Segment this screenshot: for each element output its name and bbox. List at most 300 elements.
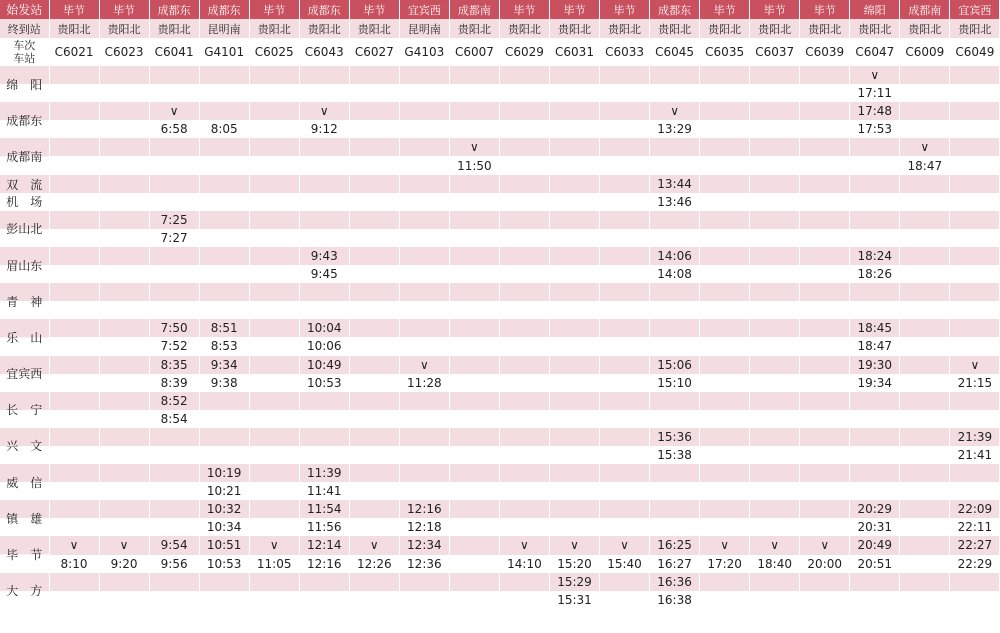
time-cell: [650, 283, 700, 301]
station-time-row: [0, 175, 1000, 193]
time-cell: [600, 84, 650, 102]
station-name-line: 毕 节: [6, 548, 43, 563]
time-cell: [49, 428, 99, 446]
time-cell: [199, 265, 249, 283]
time-cell: [349, 500, 399, 518]
time-cell: [399, 301, 449, 319]
time-cell: [850, 410, 900, 428]
time-cell: [249, 446, 299, 464]
time-cell: [249, 175, 299, 193]
time-cell: [900, 573, 950, 591]
time-cell: [99, 66, 149, 84]
time-cell: [449, 66, 499, 84]
time-cell: [349, 356, 399, 374]
station-time-row: [0, 482, 1000, 500]
time-cell: [349, 211, 399, 229]
time-cell: [99, 229, 149, 247]
time-cell: [449, 591, 499, 609]
time-cell: [800, 518, 850, 536]
time-cell: [700, 175, 750, 193]
train-number: C6049: [950, 38, 1000, 66]
time-cell: [299, 428, 349, 446]
time-cell: [149, 573, 199, 591]
time-cell: [449, 229, 499, 247]
time-cell: [349, 84, 399, 102]
corner-header: [0, 38, 49, 66]
time-cell: [449, 555, 499, 573]
time-cell: [950, 84, 1000, 102]
time-cell: [199, 428, 249, 446]
time-cell: [449, 120, 499, 138]
train-destination: 贵阳北: [800, 19, 850, 38]
time-cell: [249, 500, 299, 518]
time-cell: 9:20: [99, 555, 149, 573]
time-cell: 18:24: [850, 247, 900, 265]
time-cell: [900, 319, 950, 337]
time-cell: [99, 500, 149, 518]
time-cell: [800, 156, 850, 174]
time-cell: [449, 536, 499, 554]
time-cell: 10:19: [199, 464, 249, 482]
time-cell: [650, 410, 700, 428]
time-cell: [549, 392, 599, 410]
time-cell: [850, 156, 900, 174]
time-cell: [399, 265, 449, 283]
time-cell: [249, 428, 299, 446]
time-cell: [299, 175, 349, 193]
time-cell: 12:34: [399, 536, 449, 554]
station-time-row: [0, 428, 1000, 446]
time-cell: [99, 319, 149, 337]
time-cell: [850, 283, 900, 301]
time-cell: 22:27: [950, 536, 1000, 554]
time-cell: [499, 337, 549, 355]
time-cell: [750, 573, 800, 591]
time-cell: [900, 428, 950, 446]
train-number: C6035: [700, 38, 750, 66]
train-number: C6045: [650, 38, 700, 66]
pass-through-mark: ∨: [299, 102, 349, 120]
time-cell: [149, 138, 199, 156]
time-cell: [700, 356, 750, 374]
train-destination: 贵阳北: [950, 19, 1000, 38]
time-cell: [99, 573, 149, 591]
time-cell: [600, 138, 650, 156]
time-cell: [199, 84, 249, 102]
time-cell: [950, 573, 1000, 591]
time-cell: [249, 265, 299, 283]
train-origin: 成都东: [149, 0, 199, 19]
time-cell: [449, 283, 499, 301]
train-number: C6043: [299, 38, 349, 66]
train-destination: 贵阳北: [449, 19, 499, 38]
station-time-row: [0, 211, 1000, 229]
train-origin: 宜宾西: [399, 0, 449, 19]
time-cell: 11:50: [449, 156, 499, 174]
time-cell: [650, 319, 700, 337]
time-cell: 14:06: [650, 247, 700, 265]
station-name-line: 乐 山: [6, 330, 43, 345]
time-cell: [800, 265, 850, 283]
train-number: C6009: [900, 38, 950, 66]
time-cell: [600, 175, 650, 193]
time-cell: [499, 428, 549, 446]
time-cell: 10:04: [299, 319, 349, 337]
train-destination: 贵阳北: [600, 19, 650, 38]
time-cell: [99, 428, 149, 446]
time-cell: [499, 319, 549, 337]
time-cell: [299, 211, 349, 229]
time-cell: [600, 446, 650, 464]
time-cell: [950, 229, 1000, 247]
time-cell: [349, 102, 399, 120]
time-cell: [399, 464, 449, 482]
train-origin: 成都南: [449, 0, 499, 19]
station-name: [0, 356, 49, 392]
time-cell: [249, 591, 299, 609]
time-cell: [900, 120, 950, 138]
time-cell: [850, 482, 900, 500]
station-time-row: [0, 247, 1000, 265]
time-cell: 15:40: [600, 555, 650, 573]
time-cell: [700, 102, 750, 120]
time-cell: [99, 374, 149, 392]
time-cell: [600, 428, 650, 446]
time-cell: 8:51: [199, 319, 249, 337]
time-cell: 12:36: [399, 555, 449, 573]
train-destination: 贵阳北: [149, 19, 199, 38]
time-cell: [299, 138, 349, 156]
time-cell: [449, 265, 499, 283]
time-cell: [49, 591, 99, 609]
time-cell: 9:38: [199, 374, 249, 392]
time-cell: [600, 102, 650, 120]
time-cell: 11:54: [299, 500, 349, 518]
station-time-row: [0, 319, 1000, 337]
time-cell: [600, 337, 650, 355]
time-cell: [700, 337, 750, 355]
time-cell: [49, 283, 99, 301]
time-cell: [449, 573, 499, 591]
station-time-row: [0, 66, 1000, 84]
time-cell: [449, 319, 499, 337]
time-cell: [249, 229, 299, 247]
station-time-row: [0, 536, 1000, 554]
time-cell: 20:00: [800, 555, 850, 573]
time-cell: 11:41: [299, 482, 349, 500]
time-cell: [700, 283, 750, 301]
train-destination: 贵阳北: [900, 19, 950, 38]
time-cell: [900, 193, 950, 211]
time-cell: [499, 120, 549, 138]
time-cell: [950, 265, 1000, 283]
time-cell: [399, 66, 449, 84]
time-cell: [600, 482, 650, 500]
time-cell: [449, 175, 499, 193]
time-cell: 12:16: [299, 555, 349, 573]
train-origin: 毕节: [549, 0, 599, 19]
time-cell: 12:16: [399, 500, 449, 518]
time-cell: 21:15: [950, 374, 1000, 392]
time-cell: [549, 247, 599, 265]
time-cell: [49, 464, 99, 482]
time-cell: [700, 573, 750, 591]
time-cell: [249, 193, 299, 211]
time-cell: [299, 410, 349, 428]
time-cell: [600, 247, 650, 265]
time-cell: [650, 337, 700, 355]
time-cell: [99, 392, 149, 410]
station-time-row: [0, 464, 1000, 482]
time-cell: [549, 500, 599, 518]
time-cell: 7:52: [149, 337, 199, 355]
time-cell: [449, 374, 499, 392]
station-name: [0, 138, 49, 174]
time-cell: [49, 374, 99, 392]
time-cell: [900, 102, 950, 120]
time-cell: 20:31: [850, 518, 900, 536]
time-cell: [299, 193, 349, 211]
time-cell: 7:50: [149, 319, 199, 337]
station-time-row: [0, 500, 1000, 518]
time-cell: [750, 193, 800, 211]
time-cell: [700, 410, 750, 428]
time-cell: [800, 573, 850, 591]
time-cell: [449, 84, 499, 102]
time-cell: [900, 265, 950, 283]
time-cell: [700, 428, 750, 446]
time-cell: [349, 175, 399, 193]
time-cell: 17:53: [850, 120, 900, 138]
time-cell: [950, 247, 1000, 265]
time-cell: [750, 84, 800, 102]
train-origin: 成都东: [650, 0, 700, 19]
time-cell: [499, 66, 549, 84]
time-cell: [499, 84, 549, 102]
time-cell: [199, 193, 249, 211]
time-cell: [149, 156, 199, 174]
time-cell: [750, 102, 800, 120]
train-origin: 宜宾西: [950, 0, 1000, 19]
train-origin: 毕节: [249, 0, 299, 19]
time-cell: [850, 392, 900, 410]
time-cell: [349, 410, 399, 428]
time-cell: [750, 410, 800, 428]
station-name-line: 大 方: [6, 584, 43, 599]
station-name-line: 威 信: [6, 475, 43, 490]
time-cell: [499, 301, 549, 319]
time-cell: [549, 356, 599, 374]
time-cell: [600, 265, 650, 283]
time-cell: [750, 428, 800, 446]
time-cell: [249, 156, 299, 174]
time-cell: [499, 464, 549, 482]
time-cell: [600, 591, 650, 609]
station-name: [0, 428, 49, 464]
station-name-line: 彭山北: [6, 222, 43, 237]
time-cell: [349, 301, 399, 319]
station-name: [0, 319, 49, 355]
station-name-line: 双 流: [6, 177, 43, 192]
time-cell: [549, 283, 599, 301]
time-cell: [149, 283, 199, 301]
time-cell: [549, 156, 599, 174]
time-cell: [349, 464, 399, 482]
time-cell: 10:53: [199, 555, 249, 573]
time-cell: [750, 337, 800, 355]
time-cell: [299, 573, 349, 591]
time-cell: [950, 337, 1000, 355]
time-cell: [149, 482, 199, 500]
time-cell: [700, 374, 750, 392]
time-cell: 9:45: [299, 265, 349, 283]
time-cell: [149, 175, 199, 193]
time-cell: 8:52: [149, 392, 199, 410]
station-name-line: 长 宁: [6, 403, 43, 418]
time-cell: [49, 410, 99, 428]
station-name: [0, 283, 49, 319]
time-cell: 22:11: [950, 518, 1000, 536]
time-cell: [600, 573, 650, 591]
time-cell: [549, 138, 599, 156]
train-destination: 贵阳北: [249, 19, 299, 38]
time-cell: [800, 337, 850, 355]
time-cell: [49, 356, 99, 374]
time-cell: 20:49: [850, 536, 900, 554]
time-cell: [349, 265, 399, 283]
train-number-row: [0, 38, 1000, 66]
time-cell: [800, 591, 850, 609]
station-time-row: [0, 392, 1000, 410]
time-cell: 11:39: [299, 464, 349, 482]
time-cell: [399, 193, 449, 211]
train-destination: 贵阳北: [750, 19, 800, 38]
time-cell: [349, 66, 399, 84]
time-cell: [499, 193, 549, 211]
pass-through-mark: ∨: [499, 536, 549, 554]
time-cell: [750, 518, 800, 536]
corner-station-label: 车站: [13, 52, 36, 65]
train-destination: 贵阳北: [850, 19, 900, 38]
time-cell: [449, 518, 499, 536]
time-cell: 22:09: [950, 500, 1000, 518]
time-cell: [99, 265, 149, 283]
time-cell: [750, 319, 800, 337]
train-number: C6021: [49, 38, 99, 66]
time-cell: [349, 283, 399, 301]
train-destination: 昆明南: [399, 19, 449, 38]
station-name: [0, 102, 49, 138]
time-cell: [49, 138, 99, 156]
time-cell: [49, 265, 99, 283]
time-cell: [449, 500, 499, 518]
time-cell: [549, 175, 599, 193]
time-cell: [800, 392, 850, 410]
time-cell: [349, 120, 399, 138]
time-cell: [549, 410, 599, 428]
time-cell: [199, 573, 249, 591]
time-cell: [249, 464, 299, 482]
time-cell: 11:28: [399, 374, 449, 392]
time-cell: [700, 229, 750, 247]
time-cell: [349, 247, 399, 265]
station-name-line: 成都南: [6, 149, 43, 164]
time-cell: [349, 319, 399, 337]
train-number: C6007: [449, 38, 499, 66]
station-name: [0, 175, 49, 211]
pass-through-mark: ∨: [549, 536, 599, 554]
time-cell: 21:39: [950, 428, 1000, 446]
time-cell: [549, 102, 599, 120]
station-time-row: [0, 591, 1000, 609]
time-cell: [750, 446, 800, 464]
time-cell: [600, 229, 650, 247]
time-cell: [750, 156, 800, 174]
time-cell: [650, 66, 700, 84]
time-cell: [950, 464, 1000, 482]
time-cell: [600, 319, 650, 337]
time-cell: [199, 247, 249, 265]
time-cell: [900, 555, 950, 573]
time-cell: [750, 500, 800, 518]
time-cell: [750, 591, 800, 609]
time-cell: [499, 410, 549, 428]
time-cell: [750, 247, 800, 265]
time-cell: [449, 392, 499, 410]
time-cell: [600, 464, 650, 482]
time-cell: [700, 265, 750, 283]
time-cell: [800, 500, 850, 518]
time-cell: [399, 120, 449, 138]
time-cell: [449, 464, 499, 482]
time-cell: [549, 301, 599, 319]
time-cell: [499, 265, 549, 283]
time-cell: [199, 410, 249, 428]
time-cell: [600, 410, 650, 428]
time-cell: 7:27: [149, 229, 199, 247]
time-cell: [99, 247, 149, 265]
time-cell: [399, 446, 449, 464]
station-time-row: [0, 156, 1000, 174]
time-cell: [549, 464, 599, 482]
time-cell: [950, 283, 1000, 301]
time-cell: [600, 374, 650, 392]
time-cell: [49, 573, 99, 591]
station-name-line: 青 神: [6, 294, 43, 309]
time-cell: [800, 482, 850, 500]
time-cell: [700, 66, 750, 84]
time-cell: [950, 102, 1000, 120]
time-cell: [700, 319, 750, 337]
time-cell: 22:29: [950, 555, 1000, 573]
time-cell: [99, 446, 149, 464]
time-cell: [750, 120, 800, 138]
time-cell: 14:08: [650, 265, 700, 283]
time-cell: [49, 446, 99, 464]
time-cell: 13:46: [650, 193, 700, 211]
time-cell: [99, 356, 149, 374]
time-cell: [399, 591, 449, 609]
time-cell: 18:45: [850, 319, 900, 337]
time-cell: [199, 392, 249, 410]
time-cell: [349, 446, 399, 464]
time-cell: [650, 482, 700, 500]
time-cell: [750, 265, 800, 283]
time-cell: [900, 211, 950, 229]
pass-through-mark: ∨: [349, 536, 399, 554]
time-cell: [499, 518, 549, 536]
time-cell: 17:20: [700, 555, 750, 573]
